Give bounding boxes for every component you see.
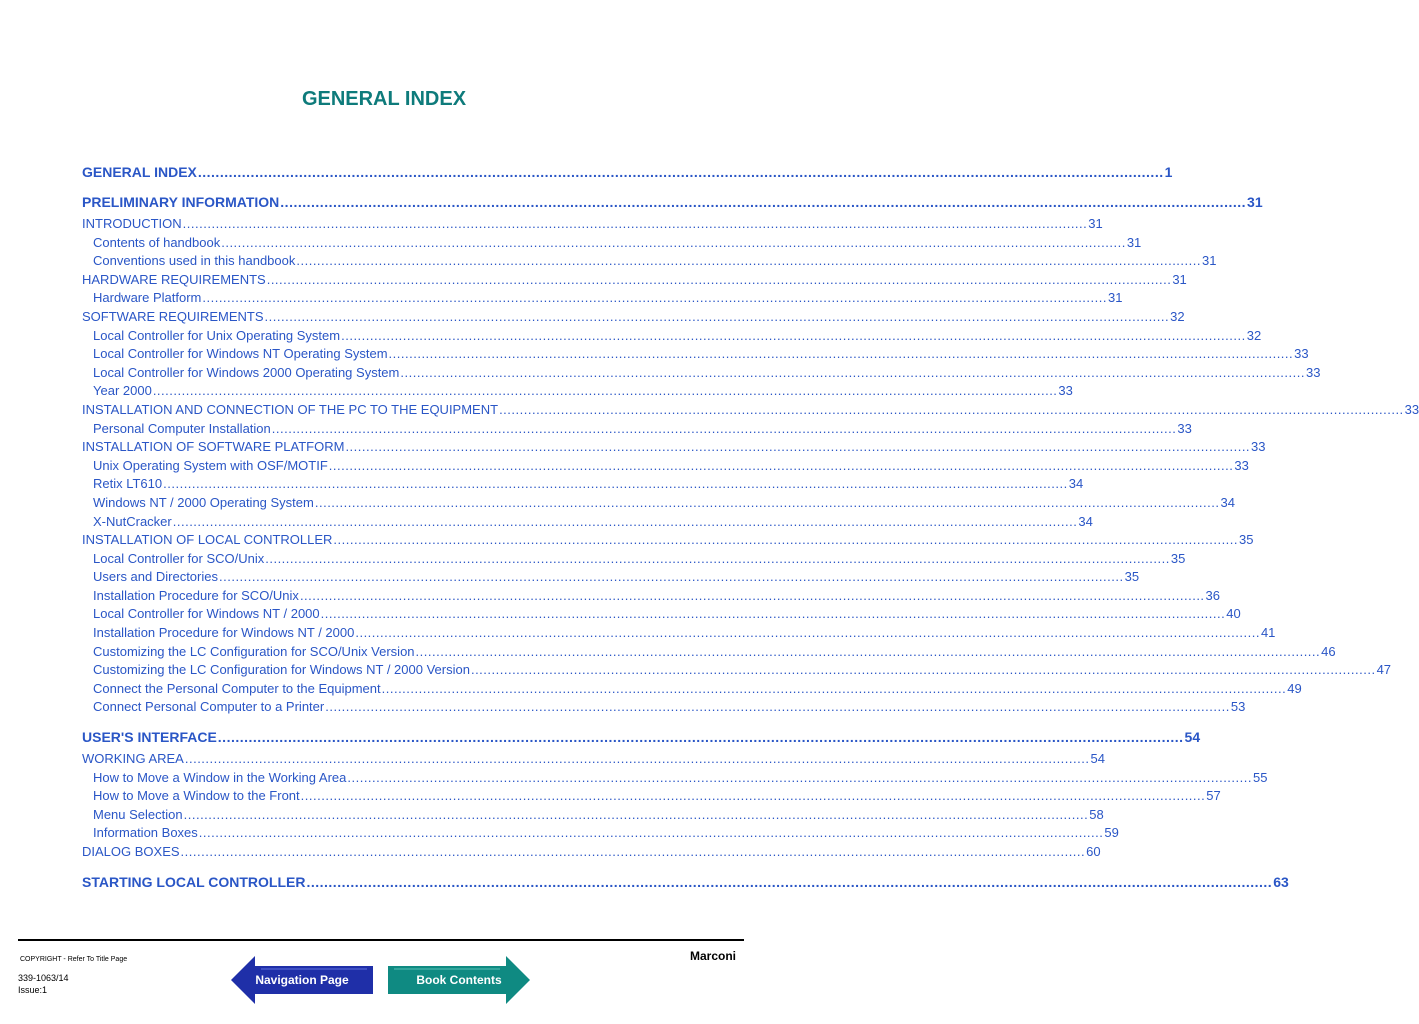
toc-entry[interactable] <box>82 234 1142 253</box>
toc-leader-dots: ............................................................................................................................................................................................................................ <box>381 680 1287 696</box>
toc-entry[interactable] <box>82 364 1321 383</box>
toc-entry-label: SOFTWARE REQUIREMENTS <box>82 308 264 324</box>
toc-leader-dots: ............................................................................................................................................................................................................................ <box>333 532 1239 548</box>
table-of-contents <box>82 162 1419 892</box>
toc-entry-label: HARDWARE REQUIREMENTS <box>82 271 266 287</box>
toc-entry-label: Connect the Personal Computer to the Equipment <box>93 680 381 696</box>
toc-entry-label: Installation Procedure for Windows NT / 2000 <box>93 625 355 641</box>
toc-entry[interactable] <box>82 494 1235 513</box>
toc-leader-dots: ............................................................................................................................................................................................................................ <box>271 420 1177 436</box>
toc-entry-page-number: 40 <box>1226 606 1241 622</box>
toc-entry-page-number: 1 <box>1164 164 1173 180</box>
toc-entry[interactable] <box>82 327 1262 346</box>
toc-entry-label: Users and Directories <box>93 569 218 585</box>
toc-leader-dots: ............................................................................................................................................................................................................................ <box>198 825 1104 841</box>
toc-entry[interactable] <box>82 345 1309 364</box>
toc-leader-dots: ............................................................................................................................................................................................................................ <box>280 194 1247 210</box>
toc-entry-page-number: 54 <box>1090 751 1105 767</box>
toc-entry-page-number: 59 <box>1104 825 1119 841</box>
toc-entry-page-number: 31 <box>1107 290 1123 306</box>
toc-entry-page-number: 35 <box>1124 569 1140 585</box>
toc-entry-page-number: 36 <box>1205 587 1221 603</box>
toc-entry-label: Unix Operating System with OSF/MOTIF <box>93 457 328 473</box>
toc-entry-label: PRELIMINARY INFORMATION <box>82 194 280 210</box>
toc-entry[interactable] <box>82 698 1246 717</box>
toc-entry[interactable] <box>82 624 1276 643</box>
toc-entry[interactable] <box>82 401 1419 420</box>
toc-entry-label: Retix LT610 <box>93 476 163 492</box>
toc-entry-label: STARTING LOCAL CONTROLLER <box>82 873 306 890</box>
toc-leader-dots: ............................................................................................................................................................................................................................ <box>299 587 1205 603</box>
toc-leader-dots: ............................................................................................................................................................................................................................ <box>415 643 1321 659</box>
toc-leader-dots: ............................................................................................................................................................................................................................ <box>345 439 1251 455</box>
toc-entry-label: Customizing the LC Configuration for SCO/Unix Version <box>93 643 415 659</box>
toc-entry[interactable] <box>82 271 1187 290</box>
toc-entry-label: INTRODUCTION <box>82 216 182 231</box>
toc-leader-dots: ............................................................................................................................................................................................................................ <box>320 606 1226 622</box>
book-contents-button[interactable] <box>388 956 530 1004</box>
toc-entry-page-number: 63 <box>1273 873 1289 890</box>
toc-entry-label: GENERAL INDEX <box>82 164 197 180</box>
toc-entry-page-number: 34 <box>1220 494 1235 510</box>
toc-leader-dots: ............................................................................................................................................................................................................................ <box>172 513 1078 529</box>
toc-entry-label: Local Controller for Unix Operating System <box>93 327 341 343</box>
toc-entry-page-number: 33 <box>1404 401 1419 417</box>
toc-entry[interactable] <box>82 457 1249 476</box>
toc-leader-dots: ............................................................................................................................................................................................................................ <box>182 216 1088 231</box>
toc-entry-page-number: 33 <box>1058 383 1073 399</box>
toc-entry[interactable] <box>82 727 1201 747</box>
toc-leader-dots: ............................................................................................................................................................................................................................ <box>499 401 1404 417</box>
toc-leader-dots: ............................................................................................................................................................................................................................ <box>306 873 1273 890</box>
toc-entry[interactable] <box>82 475 1084 494</box>
toc-leader-dots: ............................................................................................................................................................................................................................ <box>400 364 1305 380</box>
toc-leader-dots: ............................................................................................................................................................................................................................ <box>325 699 1230 715</box>
toc-entry-label: USER'S INTERFACE <box>82 729 217 746</box>
toc-entry-label: Menu Selection <box>93 806 183 822</box>
toc-leader-dots: ............................................................................................................................................................................................................................ <box>152 383 1058 399</box>
toc-entry-page-number: 60 <box>1086 844 1101 859</box>
toc-entry[interactable] <box>82 605 1241 624</box>
toc-entry[interactable] <box>82 643 1336 662</box>
toc-entry-label: Local Controller for SCO/Unix <box>93 550 265 566</box>
toc-entry-page-number: 31 <box>1247 194 1263 210</box>
toc-entry-label: INSTALLATION OF LOCAL CONTROLLER <box>82 532 333 548</box>
toc-entry-page-number: 53 <box>1230 699 1246 715</box>
toc-leader-dots: ............................................................................................................................................................................................................................ <box>314 494 1220 510</box>
toc-entry-label: How to Move a Window to the Front <box>93 788 300 804</box>
navigation-page-label: Navigation Page <box>255 973 349 987</box>
copyright-notice: COPYRIGHT - Refer To Title Page <box>20 956 128 963</box>
toc-entry-page-number: 34 <box>1078 513 1093 529</box>
toc-entry[interactable] <box>82 550 1186 569</box>
toc-leader-dots: ............................................................................................................................................................................................................................ <box>328 457 1234 473</box>
toc-entry-page-number: 47 <box>1376 662 1392 678</box>
toc-entry[interactable] <box>82 215 1103 234</box>
toc-entry[interactable] <box>82 420 1192 439</box>
toc-leader-dots: ............................................................................................................................................................................................................................ <box>180 844 1086 859</box>
toc-entry-page-number: 54 <box>1184 729 1201 746</box>
toc-entry-page-number: 31 <box>1172 271 1187 287</box>
toc-entry-label: Customizing the LC Configuration for Windows NT / 2000 Version <box>93 662 470 678</box>
toc-entry-label: Conventions used in this handbook <box>93 253 296 269</box>
toc-entry-page-number: 33 <box>1294 346 1309 362</box>
toc-leader-dots: ............................................................................................................................................................................................................................ <box>217 729 1184 746</box>
toc-entry-label: WORKING AREA <box>82 751 184 767</box>
toc-leader-dots: ............................................................................................................................................................................................................................ <box>300 788 1206 804</box>
toc-entry-page-number: 31 <box>1201 253 1217 269</box>
toc-entry-page-number: 55 <box>1252 769 1268 785</box>
toc-entry[interactable] <box>82 787 1221 806</box>
toc-leader-dots: ............................................................................................................................................................................................................................ <box>183 806 1089 822</box>
document-number: 339-1063/14 <box>18 973 69 983</box>
toc-entry[interactable] <box>82 568 1140 587</box>
toc-entry[interactable] <box>82 252 1217 271</box>
toc-leader-dots: ............................................................................................................................................................................................................................ <box>219 569 1124 585</box>
toc-entry-label: INSTALLATION OF SOFTWARE PLATFORM <box>82 439 345 455</box>
toc-leader-dots: ............................................................................................................................................................................................................................ <box>197 164 1164 180</box>
navigation-page-button[interactable] <box>231 956 373 1004</box>
toc-entry-page-number: 32 <box>1170 308 1185 324</box>
toc-entry[interactable] <box>82 438 1266 457</box>
toc-entry-label: Local Controller for Windows NT / 2000 <box>93 606 320 622</box>
toc-entry-page-number: 49 <box>1287 680 1302 696</box>
toc-entry[interactable] <box>82 806 1104 825</box>
toc-entry-page-number: 35 <box>1170 550 1186 566</box>
toc-leader-dots: ............................................................................................................................................................................................................................ <box>355 625 1260 641</box>
toc-leader-dots: ............................................................................................................................................................................................................................ <box>470 662 1376 678</box>
toc-entry-label: How to Move a Window in the Working Area <box>93 769 347 785</box>
toc-entry-label: Windows NT / 2000 Operating System <box>93 494 314 510</box>
toc-entry-label: Year 2000 <box>93 383 152 399</box>
page-title: GENERAL INDEX <box>301 88 467 110</box>
toc-leader-dots: ............................................................................................................................................................................................................................ <box>184 751 1090 767</box>
toc-leader-dots: ............................................................................................................................................................................................................................ <box>264 308 1170 324</box>
toc-entry-label: Contents of handbook <box>93 234 221 250</box>
toc-entry-label: Local Controller for Windows 2000 Operating System <box>93 364 400 380</box>
toc-leader-dots: ............................................................................................................................................................................................................................ <box>265 550 1170 566</box>
toc-entry-page-number: 31 <box>1088 216 1103 231</box>
toc-entry[interactable] <box>82 308 1185 327</box>
toc-entry[interactable] <box>82 843 1101 862</box>
toc-leader-dots: ............................................................................................................................................................................................................................ <box>388 346 1294 362</box>
toc-entry-page-number: 34 <box>1068 476 1084 492</box>
toc-leader-dots: ............................................................................................................................................................................................................................ <box>221 234 1126 250</box>
toc-entry[interactable] <box>82 162 1173 182</box>
toc-entry[interactable] <box>82 587 1221 606</box>
toc-entry[interactable] <box>82 769 1268 788</box>
toc-leader-dots: ............................................................................................................................................................................................................................ <box>163 476 1068 492</box>
toc-entry-label: Installation Procedure for SCO/Unix <box>93 587 299 603</box>
toc-entry[interactable] <box>82 750 1105 769</box>
toc-entry[interactable] <box>82 192 1263 212</box>
toc-entry-page-number: 41 <box>1260 625 1276 641</box>
toc-leader-dots: ............................................................................................................................................................................................................................ <box>202 290 1107 306</box>
toc-leader-dots: ............................................................................................................................................................................................................................ <box>341 327 1246 343</box>
toc-entry-label: Hardware Platform <box>93 290 202 306</box>
toc-entry-page-number: 33 <box>1305 364 1321 380</box>
toc-entry[interactable] <box>82 513 1093 532</box>
toc-entry-page-number: 57 <box>1206 788 1221 804</box>
toc-entry[interactable] <box>82 872 1289 892</box>
toc-entry[interactable] <box>82 680 1302 699</box>
toc-leader-dots: ............................................................................................................................................................................................................................ <box>266 271 1172 287</box>
toc-entry-label: Connect Personal Computer to a Printer <box>93 699 325 715</box>
footer-divider <box>18 939 744 941</box>
toc-entry[interactable] <box>82 289 1123 308</box>
toc-entry-page-number: 46 <box>1321 643 1336 659</box>
toc-entry[interactable] <box>82 824 1119 843</box>
toc-entry[interactable] <box>82 382 1073 401</box>
toc-entry-label: Local Controller for Windows NT Operating System <box>93 346 388 362</box>
toc-entry-page-number: 32 <box>1246 327 1262 343</box>
toc-entry-page-number: 33 <box>1234 457 1249 473</box>
toc-entry-page-number: 33 <box>1177 420 1192 436</box>
toc-leader-dots: ............................................................................................................................................................................................................................ <box>296 253 1201 269</box>
issue-number: Issue:1 <box>18 985 48 995</box>
toc-entry-label: DIALOG BOXES <box>82 844 180 859</box>
toc-entry-page-number: 33 <box>1251 439 1266 455</box>
toc-entry-page-number: 31 <box>1126 234 1142 250</box>
toc-entry-label: Personal Computer Installation <box>93 420 271 436</box>
toc-entry-label: INSTALLATION AND CONNECTION OF THE PC TO THE EQUIPMENT <box>82 401 499 417</box>
toc-entry-label: X-NutCracker <box>93 513 172 529</box>
book-contents-label: Book Contents <box>416 973 502 987</box>
brand-logo-text: Marconi <box>689 949 736 963</box>
toc-entry[interactable] <box>82 531 1254 550</box>
toc-entry-page-number: 35 <box>1239 532 1254 548</box>
toc-entry[interactable] <box>82 661 1392 680</box>
toc-entry-page-number: 58 <box>1089 806 1104 822</box>
toc-entry-label: Information Boxes <box>93 825 198 841</box>
toc-leader-dots: ............................................................................................................................................................................................................................ <box>347 769 1252 785</box>
